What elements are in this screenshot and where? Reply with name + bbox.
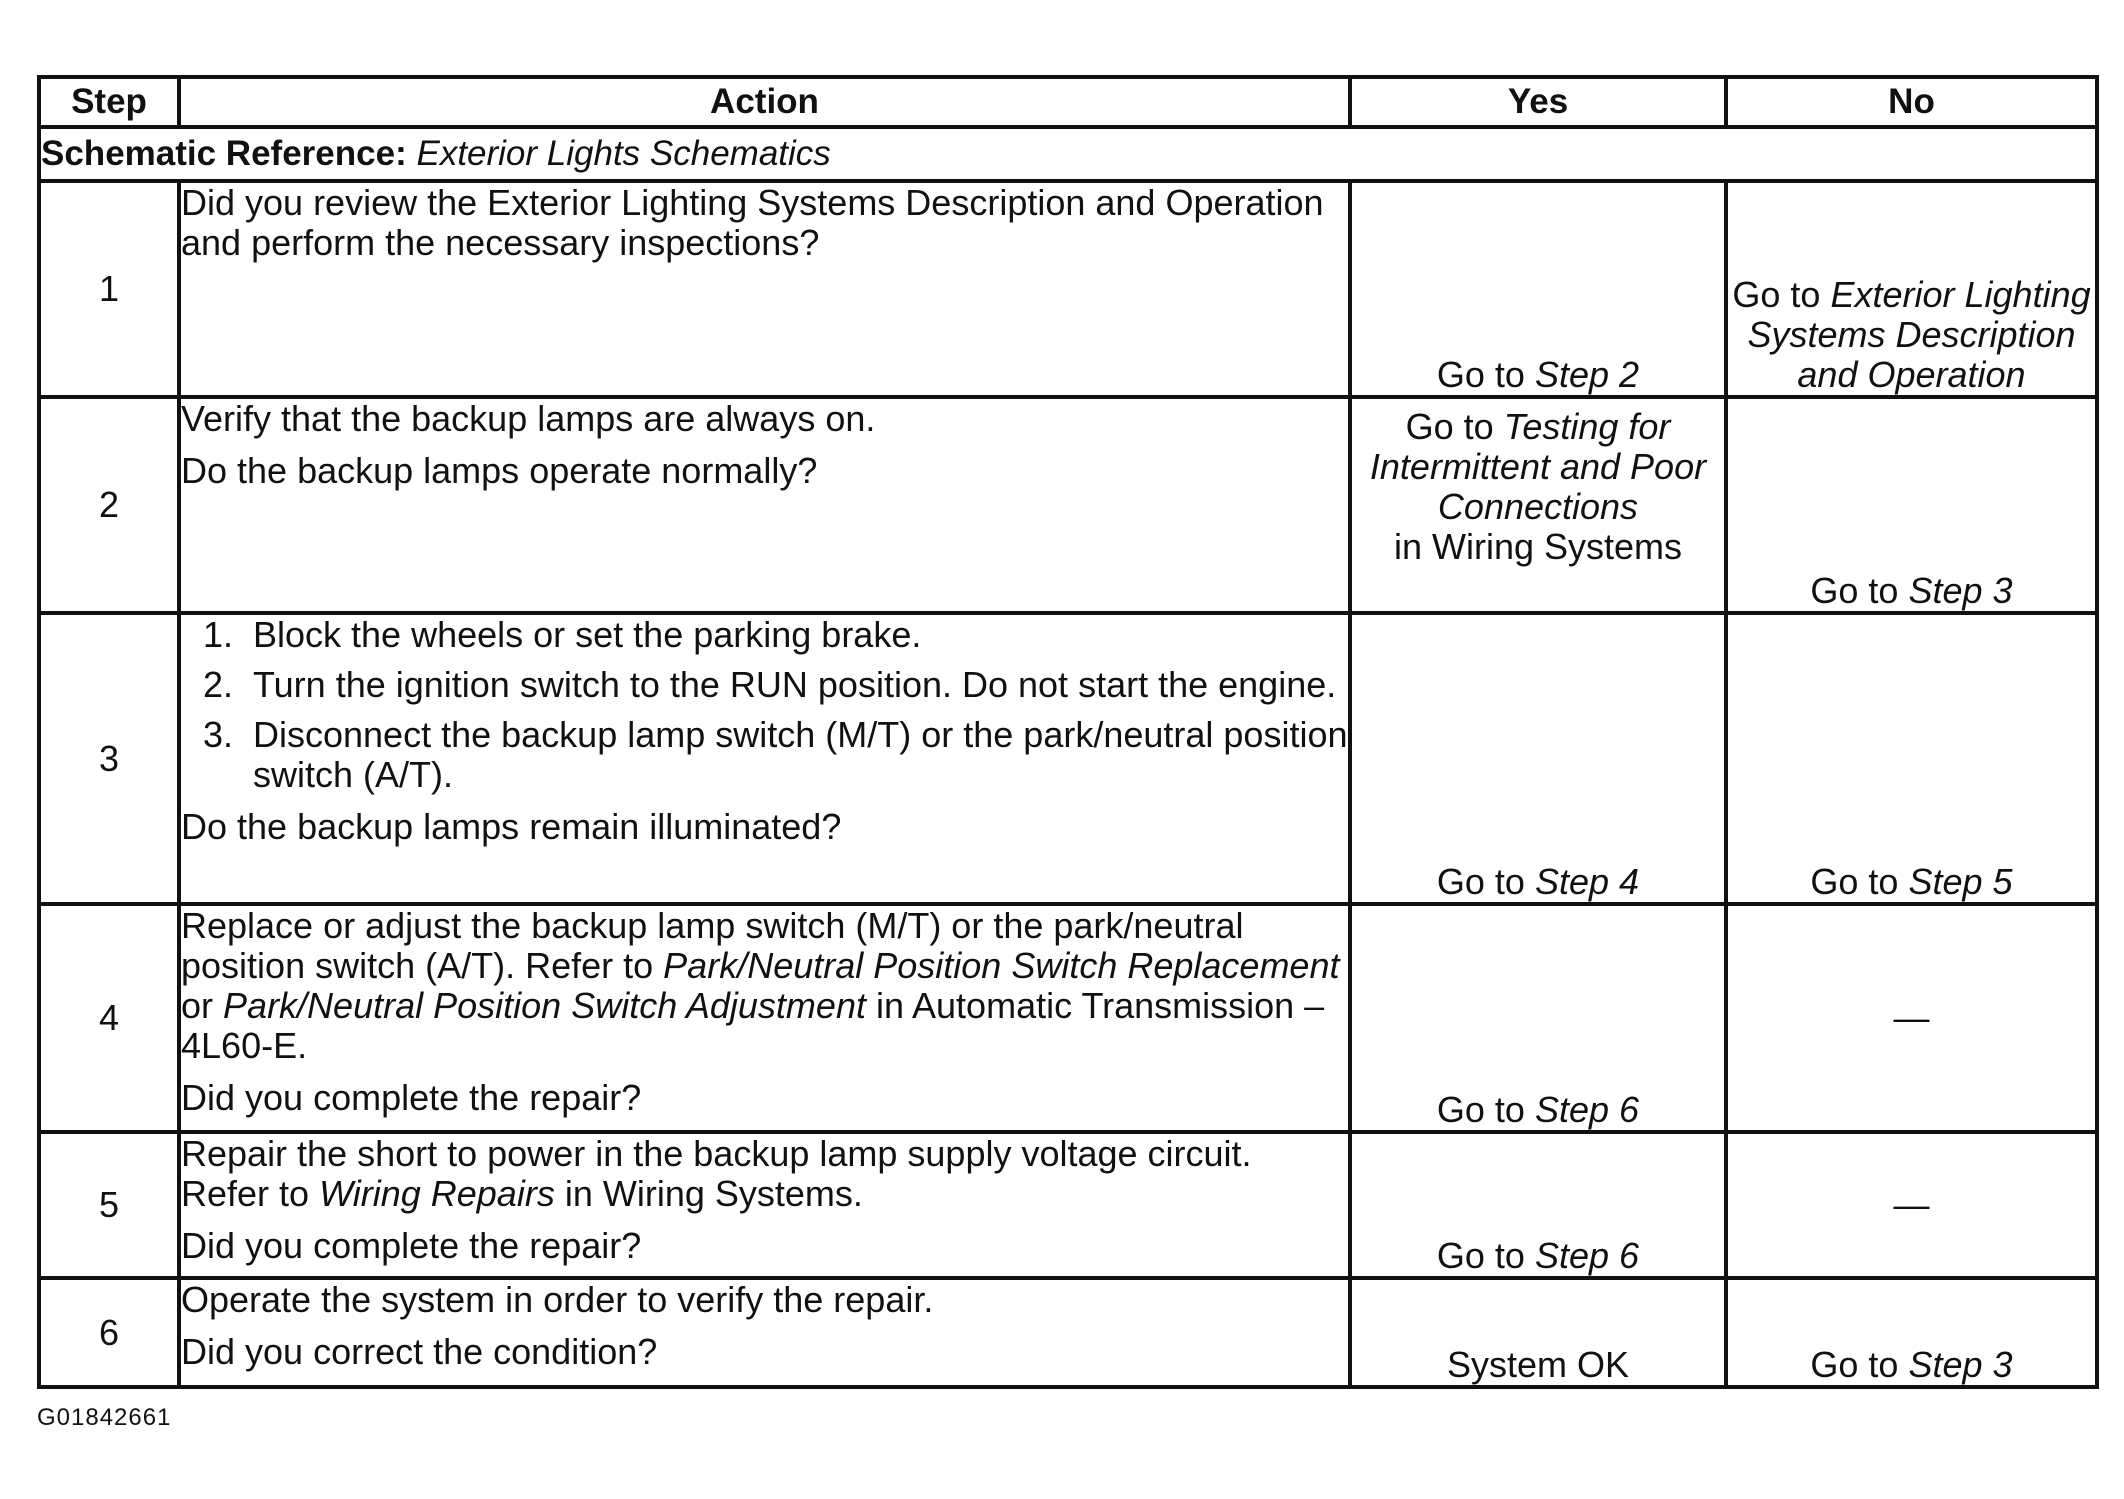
substep-item: 3. Disconnect the backup lamp switch (M/T) or the park/neutral position switch (A/T). — [243, 715, 1348, 795]
action-text-part: in Automatic Transmission – 4L60-E. — [181, 985, 1325, 1066]
header-action: Action — [179, 77, 1350, 127]
header-no: No — [1726, 77, 2097, 127]
no-cell — [1726, 181, 2097, 397]
no-cell — [1726, 613, 2097, 904]
no-link[interactable]: Step 5 — [1908, 861, 2013, 902]
action-cell — [179, 181, 1350, 397]
action-cell — [179, 904, 1350, 1132]
yes-link[interactable]: Step 6 — [1534, 1089, 1640, 1130]
yes-link[interactable]: Step 2 — [1534, 354, 1640, 395]
no-dash: — — [1893, 997, 1930, 1038]
reference-link-wiring-repairs[interactable]: Wiring Repairs — [319, 1173, 555, 1214]
figure-id: G01842661 — [37, 1404, 172, 1431]
action-question: Do the backup lamps remain illuminated? — [181, 806, 842, 847]
action-question: Did you correct the condition? — [181, 1331, 658, 1372]
no-dash: — — [1893, 1184, 1930, 1225]
table-row — [39, 181, 2097, 397]
no-cell — [1726, 1132, 2097, 1278]
step-number: 2 — [39, 397, 179, 613]
header-step: Step — [39, 77, 179, 127]
diagnostic-table — [37, 75, 2099, 1389]
header-yes: Yes — [1350, 77, 1726, 127]
yes-cell — [1350, 397, 1726, 613]
action-cell — [179, 397, 1350, 613]
action-cell — [179, 1278, 1350, 1387]
no-cell — [1726, 1278, 2097, 1387]
table-row — [39, 613, 2097, 904]
no-link[interactable]: Exterior Lighting Systems Description and Operation — [1747, 274, 2091, 395]
table-row — [39, 904, 2097, 1132]
action-cell — [179, 1132, 1350, 1278]
action-text: Verify that the backup lamps are always on. — [181, 398, 876, 439]
action-text-part: Replace or adjust the backup lamp switch (M/T) or the park/neutral position switch (A/T). Refer to — [181, 905, 1244, 986]
action-text — [181, 906, 1348, 1066]
action-question: Did you complete the repair? — [181, 1077, 642, 1118]
yes-cell — [1350, 904, 1726, 1132]
table-row — [39, 1278, 2097, 1387]
yes-result: System OK — [1446, 1344, 1630, 1385]
schematic-reference-label: Schematic Reference: — [41, 134, 407, 173]
yes-prefix: Go to — [1436, 354, 1525, 395]
yes-prefix: Go to — [1436, 861, 1525, 902]
header-row — [39, 77, 2097, 127]
step-number: 5 — [39, 1132, 179, 1278]
schematic-reference — [39, 127, 2097, 181]
action-cell — [179, 613, 1350, 904]
substep-item: 1. Block the wheels or set the parking brake. — [243, 615, 1348, 655]
yes-cell — [1350, 1132, 1726, 1278]
step-number: 1 — [39, 181, 179, 397]
yes-prefix: Go to — [1436, 1089, 1525, 1130]
no-prefix: Go to — [1810, 861, 1899, 902]
action-question: Did you complete the repair? — [181, 1225, 642, 1266]
no-prefix: Go to — [1732, 274, 1821, 315]
action-text-part: or — [181, 985, 214, 1026]
action-text: Operate the system in order to verify the repair. — [181, 1279, 934, 1320]
yes-prefix: Go to — [1405, 406, 1494, 447]
no-cell — [1726, 397, 2097, 613]
no-cell — [1726, 904, 2097, 1132]
reference-link-adjustment[interactable]: Park/Neutral Position Switch Adjustment — [223, 985, 866, 1026]
yes-link[interactable]: Step 6 — [1534, 1235, 1640, 1276]
action-question: Do the backup lamps operate normally? — [181, 450, 818, 491]
step-number: 3 — [39, 613, 179, 904]
action-text: Did you review the Exterior Lighting Systems Description and Operation and perform the necessary inspections? — [181, 182, 1324, 263]
reference-link-replacement[interactable]: Park/Neutral Position Switch Replacement — [663, 945, 1340, 986]
yes-link[interactable]: Testing for Intermittent and Poor Connections — [1369, 406, 1707, 527]
action-text — [181, 1134, 1348, 1214]
step-number: 4 — [39, 904, 179, 1132]
yes-cell — [1350, 613, 1726, 904]
step-number: 6 — [39, 1278, 179, 1387]
yes-link[interactable]: Step 4 — [1534, 861, 1640, 902]
no-prefix: Go to — [1810, 570, 1899, 611]
schematic-reference-link[interactable]: Exterior Lights Schematics — [416, 134, 831, 173]
yes-cell — [1350, 181, 1726, 397]
schematic-reference-row — [39, 127, 2097, 181]
substep-item: 2. Turn the ignition switch to the RUN position. Do not start the engine. — [243, 665, 1348, 705]
yes-suffix: in Wiring Systems — [1393, 526, 1683, 567]
yes-prefix: Go to — [1436, 1235, 1525, 1276]
no-prefix: Go to — [1810, 1344, 1899, 1385]
action-text-part: in Wiring Systems. — [564, 1173, 863, 1214]
no-link[interactable]: Step 3 — [1908, 570, 2013, 611]
no-link[interactable]: Step 3 — [1908, 1344, 2013, 1385]
table-row — [39, 397, 2097, 613]
yes-cell — [1350, 1278, 1726, 1387]
action-text-part: Repair the short to power in the backup lamp supply voltage circuit. Refer to — [181, 1133, 1252, 1214]
table-row — [39, 1132, 2097, 1278]
substep-list — [181, 615, 1348, 795]
